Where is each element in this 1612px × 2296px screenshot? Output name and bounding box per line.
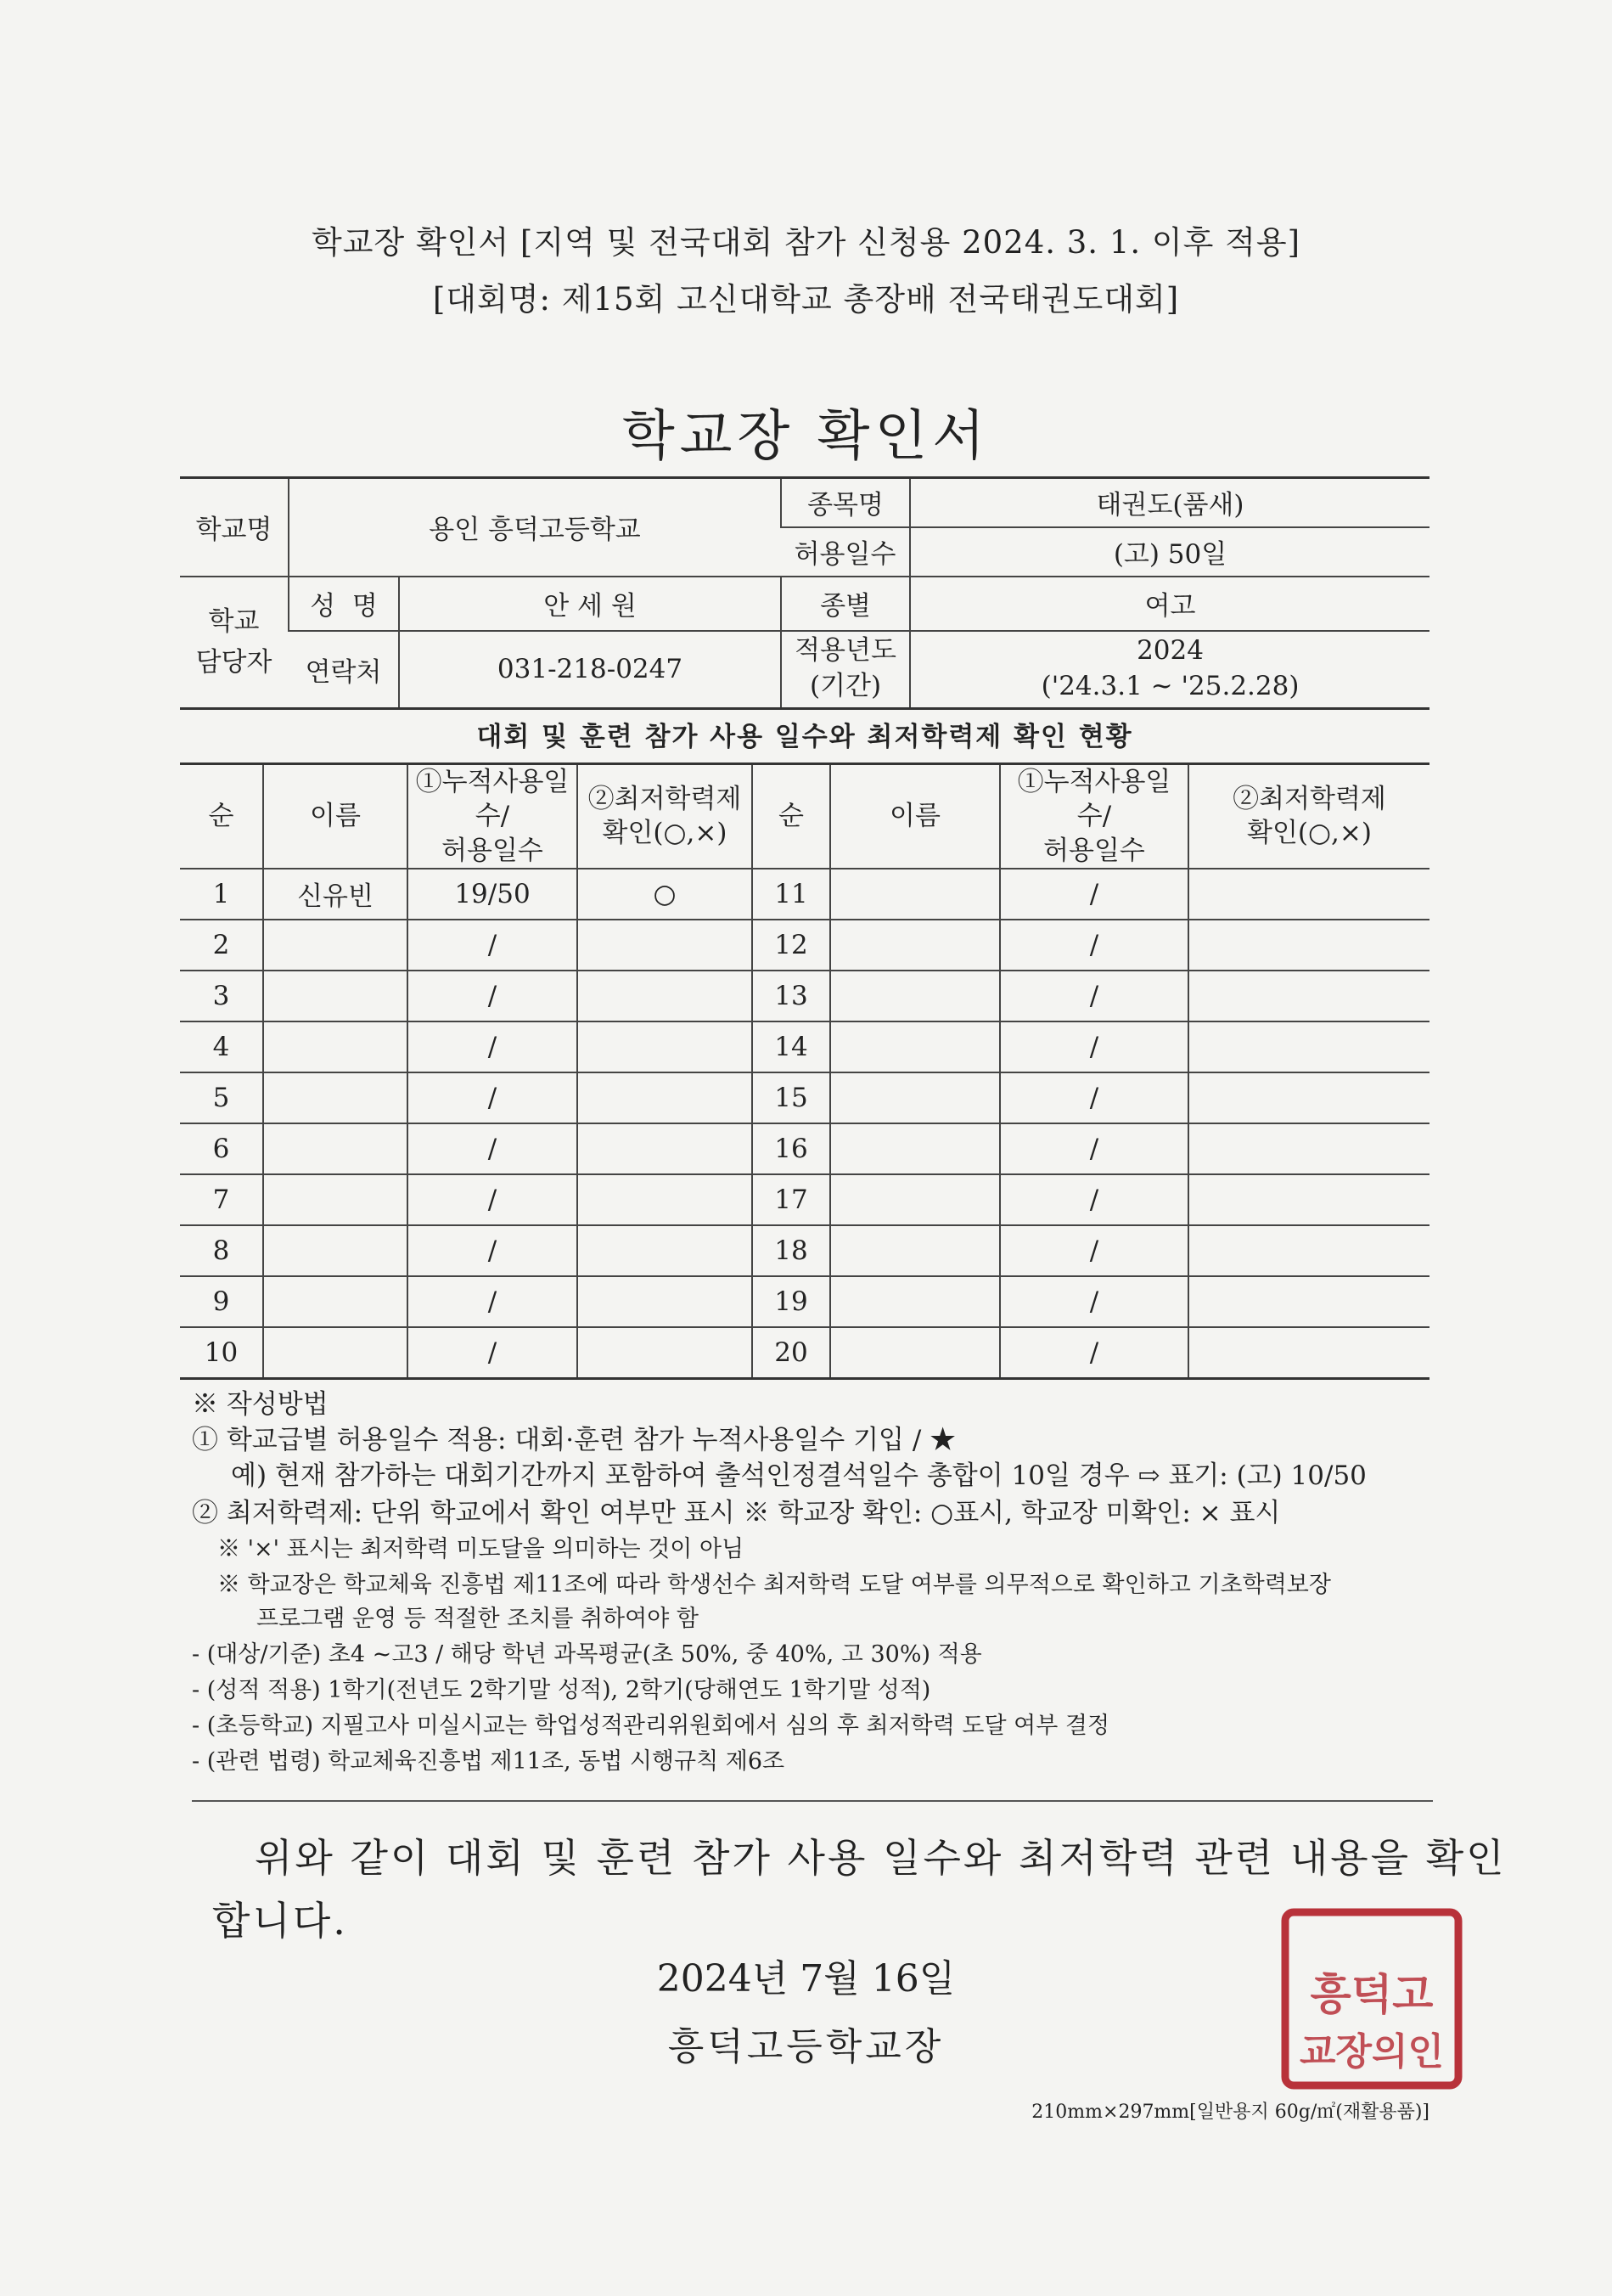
allowed-days-value: (고) 50일 — [910, 527, 1429, 577]
header-days-right-line-1: ①누적사용일수/ — [1017, 767, 1171, 832]
event-label: 종목명 — [781, 478, 910, 527]
row-days-right: / — [1000, 869, 1188, 920]
row-name-right — [830, 1327, 1000, 1379]
info-table — [180, 476, 1429, 710]
note-2-a: ※ '×' 표시는 최저학력 미도달을 의미하는 것이 아님 — [217, 1536, 744, 1562]
table-row — [180, 971, 1429, 1021]
row-check-right — [1188, 920, 1429, 971]
row-seq-right: 11 — [752, 869, 830, 920]
header-line-1: 학교장 확인서 [지역 및 전국대회 참가 신청용 2024. 3. 1. 이후 적용] — [311, 224, 1301, 261]
issue-date: 2024년 7월 16일 — [656, 1957, 956, 2001]
row-days: / — [407, 1123, 577, 1174]
row-name — [263, 971, 407, 1021]
row-seq: 6 — [180, 1123, 263, 1174]
header-days-line-1: ①누적사용일수/ — [415, 767, 570, 832]
year-label-line-1: 적용년도 — [795, 635, 896, 667]
table-row — [180, 1276, 1429, 1327]
status-table-title: 대회 및 훈련 참가 사용 일수와 최저학력제 확인 현황 — [476, 722, 1133, 752]
row-name-right — [830, 1276, 1000, 1327]
row-seq: 2 — [180, 920, 263, 971]
event-value: 태권도(품새) — [910, 478, 1429, 527]
name-value: 안 세 원 — [399, 577, 781, 631]
row-check-right — [1188, 1021, 1429, 1072]
table-row — [180, 1327, 1429, 1379]
header-check-line-1: ②최저학력제 — [587, 784, 742, 815]
row-check — [577, 971, 752, 1021]
row-name — [263, 1072, 407, 1123]
row-seq: 7 — [180, 1174, 263, 1225]
row-name-right — [830, 1021, 1000, 1072]
row-check: ○ — [577, 869, 752, 920]
row-check — [577, 1021, 752, 1072]
row-check — [577, 1072, 752, 1123]
header-days-line-2: 허용일수 — [441, 835, 543, 866]
table-row — [180, 869, 1429, 920]
row-check — [577, 1123, 752, 1174]
detail-target: - (대상/기준) 초4 ~고3 / 해당 학년 과목평균(초 50%, 중 40%, 고 30%) 적용 — [192, 1641, 982, 1668]
row-name-right — [830, 1174, 1000, 1225]
row-days-right: / — [1000, 920, 1188, 971]
row-seq: 3 — [180, 971, 263, 1021]
row-seq: 5 — [180, 1072, 263, 1123]
row-name-right — [830, 1123, 1000, 1174]
header-line-2-event-name: [대회명: 제15회 고신대학교 총장배 전국태권도대회] — [432, 281, 1180, 318]
header-name: 이름 — [263, 764, 407, 869]
row-name — [263, 1021, 407, 1072]
document-title: 학교장 확인서 — [621, 405, 991, 468]
row-check — [577, 1174, 752, 1225]
table-row — [180, 1072, 1429, 1123]
row-days-right: / — [1000, 1174, 1188, 1225]
detail-law: - (관련 법령) 학교체육진흥법 제11조, 동법 시행규칙 제6조 — [192, 1748, 785, 1775]
note-2-b-line-2: 프로그램 운영 등 적절한 조치를 취하여야 함 — [256, 1606, 699, 1632]
paper-spec-footer: 210mm×297mm[일반용지 60g/㎡(재활용품)] — [1031, 2102, 1429, 2123]
school-name-value: 용인 흥덕고등학교 — [289, 478, 781, 577]
manager-label-line-1: 학교 — [208, 606, 260, 638]
row-days-right: / — [1000, 1123, 1188, 1174]
row-name-right — [830, 1072, 1000, 1123]
row-check-right — [1188, 971, 1429, 1021]
status-table-body — [180, 869, 1429, 1379]
divider — [192, 1800, 1433, 1802]
note-2: ② 최저학력제: 단위 학교에서 확인 여부만 표시 ※ 학교장 확인: ○표시, 학교장 미확인: × 표시 — [192, 1498, 1281, 1528]
detail-grades: - (성적 적용) 1학기(전년도 2학기말 성적), 2학기(당해연도 1학기말 성적) — [192, 1677, 931, 1703]
header-check — [577, 764, 752, 869]
row-check-right — [1188, 869, 1429, 920]
row-days: / — [407, 1072, 577, 1123]
row-name-right — [830, 1225, 1000, 1276]
row-name — [263, 1225, 407, 1276]
row-name-right — [830, 869, 1000, 920]
row-check-right — [1188, 1276, 1429, 1327]
row-days-right: / — [1000, 1327, 1188, 1379]
row-seq-right: 19 — [752, 1276, 830, 1327]
row-days-right: / — [1000, 971, 1188, 1021]
year-value-year: 2024 — [1137, 635, 1204, 667]
contact-label: 연락처 — [289, 631, 399, 709]
header-name-right: 이름 — [830, 764, 1000, 869]
row-seq-right: 20 — [752, 1327, 830, 1379]
row-check — [577, 1225, 752, 1276]
note-1-example: 예) 현재 참가하는 대회기간까지 포함하여 출석인정결석일수 총합이 10일 경우 ⇨ 표기: (고) 10/50 — [231, 1460, 1367, 1491]
table-row — [180, 920, 1429, 971]
row-check — [577, 1327, 752, 1379]
row-name — [263, 1123, 407, 1174]
manager-label-line-2: 담당자 — [195, 647, 272, 678]
row-days: / — [407, 971, 577, 1021]
row-days: / — [407, 1225, 577, 1276]
school-name-label: 학교명 — [180, 478, 289, 577]
row-days: / — [407, 920, 577, 971]
seal-glyphs: 흥덕고 — [1310, 1970, 1434, 2019]
header-check-line-2: 확인(○,×) — [602, 818, 727, 849]
row-seq: 9 — [180, 1276, 263, 1327]
row-check-right — [1188, 1072, 1429, 1123]
row-days: 19/50 — [407, 869, 577, 920]
header-check-right-line-1: ②최저학력제 — [1233, 784, 1386, 815]
row-name — [263, 920, 407, 971]
row-name — [263, 1174, 407, 1225]
header-days-right-line-2: 허용일수 — [1043, 835, 1145, 866]
row-seq: 1 — [180, 869, 263, 920]
seal-glyphs-2: 교장의인 — [1299, 2030, 1445, 2074]
row-seq-right: 12 — [752, 920, 830, 971]
year-label-line-2: (기간) — [809, 671, 882, 702]
row-days: / — [407, 1276, 577, 1327]
row-check-right — [1188, 1225, 1429, 1276]
header-days — [407, 764, 577, 869]
table-row — [180, 1225, 1429, 1276]
category-value: 여고 — [910, 577, 1429, 631]
confirmation-line-2: 합니다. — [212, 1898, 348, 1944]
row-name-right — [830, 971, 1000, 1021]
year-value-period: ('24.3.1 ~ '25.2.28) — [1041, 671, 1300, 702]
header-check-right — [1188, 764, 1429, 869]
row-check-right — [1188, 1327, 1429, 1379]
row-check — [577, 1276, 752, 1327]
row-seq-right: 18 — [752, 1225, 830, 1276]
row-days-right: / — [1000, 1072, 1188, 1123]
row-seq-right: 14 — [752, 1021, 830, 1072]
school-seal-stamp — [1280, 1907, 1463, 2091]
row-seq: 8 — [180, 1225, 263, 1276]
allowed-days-label: 허용일수 — [781, 527, 910, 577]
row-seq-right: 15 — [752, 1072, 830, 1123]
table-row — [180, 1123, 1429, 1174]
row-seq-right: 17 — [752, 1174, 830, 1225]
row-check-right — [1188, 1174, 1429, 1225]
header-seq: 순 — [180, 764, 263, 869]
row-days: / — [407, 1327, 577, 1379]
year-value — [910, 631, 1429, 709]
row-check-right — [1188, 1123, 1429, 1174]
row-seq: 4 — [180, 1021, 263, 1072]
row-check — [577, 920, 752, 971]
row-seq-right: 16 — [752, 1123, 830, 1174]
contact-value: 031-218-0247 — [399, 631, 781, 709]
row-name: 신유빈 — [263, 869, 407, 920]
row-days-right: / — [1000, 1276, 1188, 1327]
row-seq-right: 13 — [752, 971, 830, 1021]
status-table — [180, 763, 1429, 1380]
header-seq-right: 순 — [752, 764, 830, 869]
category-label: 종별 — [781, 577, 910, 631]
table-row — [180, 1174, 1429, 1225]
notes-heading: ※ 작성방법 — [192, 1389, 329, 1420]
header-days-right — [1000, 764, 1188, 869]
row-days: / — [407, 1021, 577, 1072]
row-days-right: / — [1000, 1225, 1188, 1276]
row-name-right — [830, 920, 1000, 971]
row-days-right: / — [1000, 1021, 1188, 1072]
table-row — [180, 1021, 1429, 1072]
note-2-b-line-1: ※ 학교장은 학교체육 진흥법 제11조에 따라 학생선수 최저학력 도달 여부를 의무적으로 확인하고 기초학력보장 — [217, 1572, 1331, 1598]
row-name — [263, 1327, 407, 1379]
year-label — [781, 631, 910, 709]
row-name — [263, 1276, 407, 1327]
detail-elementary: - (초등학교) 지필고사 미실시교는 학업성적관리위원회에서 심의 후 최저학력 도달 여부 결정 — [192, 1713, 1110, 1739]
confirmation-line-1: 위와 같이 대회 및 훈련 참가 사용 일수와 최저학력 관련 내용을 확인 — [255, 1835, 1507, 1881]
name-label: 성 명 — [289, 577, 399, 631]
header-check-right-line-2: 확인(○,×) — [1247, 818, 1372, 849]
status-table-header — [180, 764, 1429, 869]
principal-signature-line: 흥덕고등학교장 — [667, 2025, 945, 2068]
note-1: ① 학교급별 허용일수 적용: 대회·훈련 참가 누적사용일수 기입 / ★ — [192, 1425, 957, 1455]
row-seq: 10 — [180, 1327, 263, 1379]
manager-label — [180, 577, 289, 709]
row-days: / — [407, 1174, 577, 1225]
